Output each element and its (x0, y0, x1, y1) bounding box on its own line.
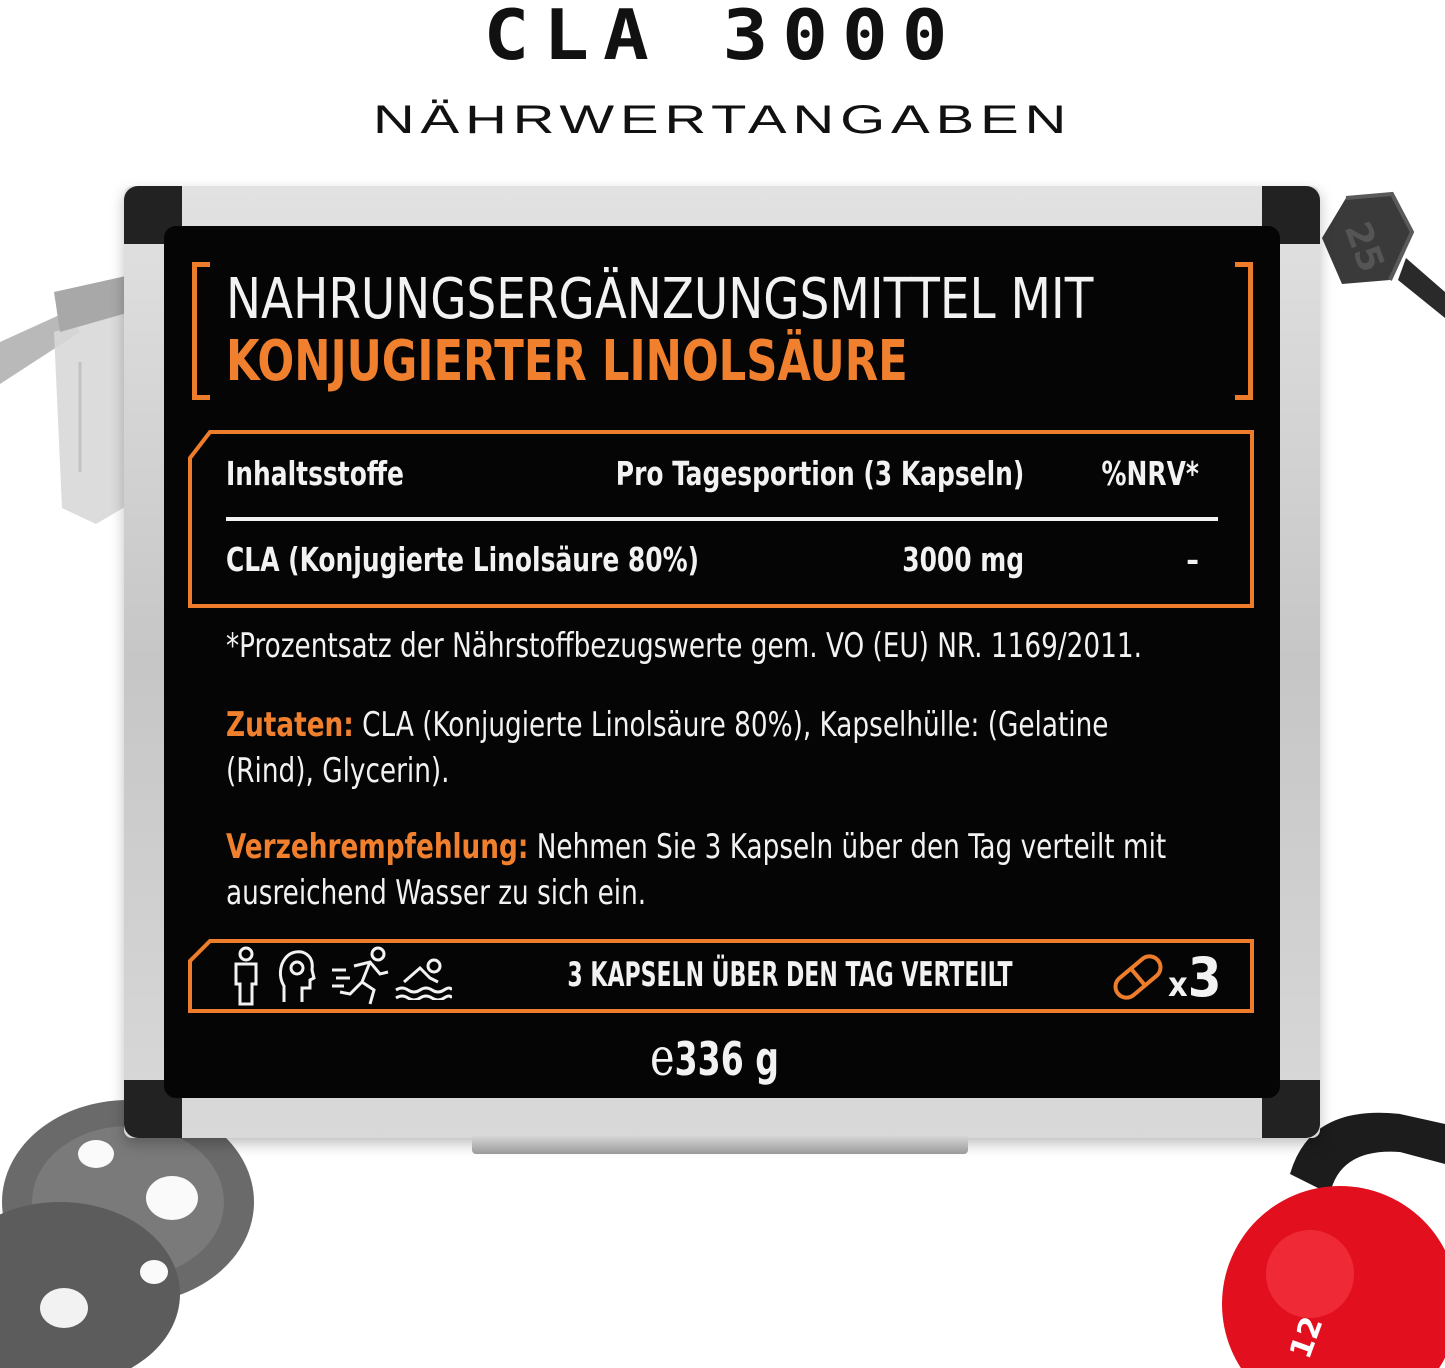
net-weight (650, 1028, 779, 1088)
heading-line-2: KONJUGIERTER LINOLSÄURE (226, 329, 908, 394)
head-profile-icon (276, 946, 316, 1006)
ingredients-paragraph (226, 702, 1189, 794)
table-row-name: CLA (Konjugierte Linolsäure 80%) (226, 540, 700, 579)
recommendation-label: Verzehrempfehlung: (226, 827, 529, 867)
table-divider (226, 517, 1218, 521)
heading-line-1: NAHRUNGSERGÄNZUNGSMITTEL MIT (226, 267, 1094, 332)
table-row-nrv: – (1186, 540, 1199, 579)
table-row-amount: 3000 mg (902, 540, 1024, 579)
svg-text:25: 25 (1335, 216, 1392, 278)
person-icon (230, 946, 262, 1006)
page-title: CLA 3000 (483, 0, 962, 76)
heading-bracket-right (1235, 262, 1253, 400)
svg-text:12: 12 (1283, 1312, 1331, 1364)
recommendation-text: Nehmen Sie 3 Kapseln über den Tag verteilt mit ausreichend Wasser zu sich ein. (226, 827, 1167, 913)
column-header-ingredients: Inhaltsstoffe (226, 454, 404, 493)
dumbbell-image (1316, 188, 1445, 338)
multiplier-count: 3 (1187, 946, 1222, 1009)
recommendation-paragraph (226, 824, 1189, 916)
estimated-sign-icon: e (650, 1028, 675, 1088)
net-weight-value: 336 g (674, 1032, 779, 1086)
column-header-daily-serving: Pro Tagesportion (3 Kapseln) (615, 454, 1024, 493)
swimmer-icon (394, 956, 452, 1000)
heading-bracket-left (192, 262, 210, 400)
column-header-nrv: %NRV* (1101, 454, 1199, 493)
kettlebell-image (1200, 1104, 1445, 1368)
runner-icon (330, 946, 392, 1006)
ingredients-text: CLA (Konjugierte Linolsäure 80%), Kapselhülle: (Gelatine (Rind), Glycerin). (226, 705, 1109, 791)
page-subtitle: NÄHRWERTANGABEN (372, 98, 1073, 142)
ingredients-label: Zutaten: (226, 705, 354, 745)
shaker-bottle-image (0, 272, 132, 524)
multiplier-x: x (1168, 965, 1188, 1005)
marker-tray (472, 1136, 968, 1154)
capsule-multiplier (1168, 946, 1222, 1009)
footnote: *Prozentsatz der Nährstoffbezugswerte gem. VO (EU) NR. 1169/2011. (226, 626, 1142, 666)
capsule-icon (1108, 948, 1168, 1006)
dosage-banner-text: 3 KAPSELN ÜBER DEN TAG VERTEILT (567, 955, 1013, 995)
